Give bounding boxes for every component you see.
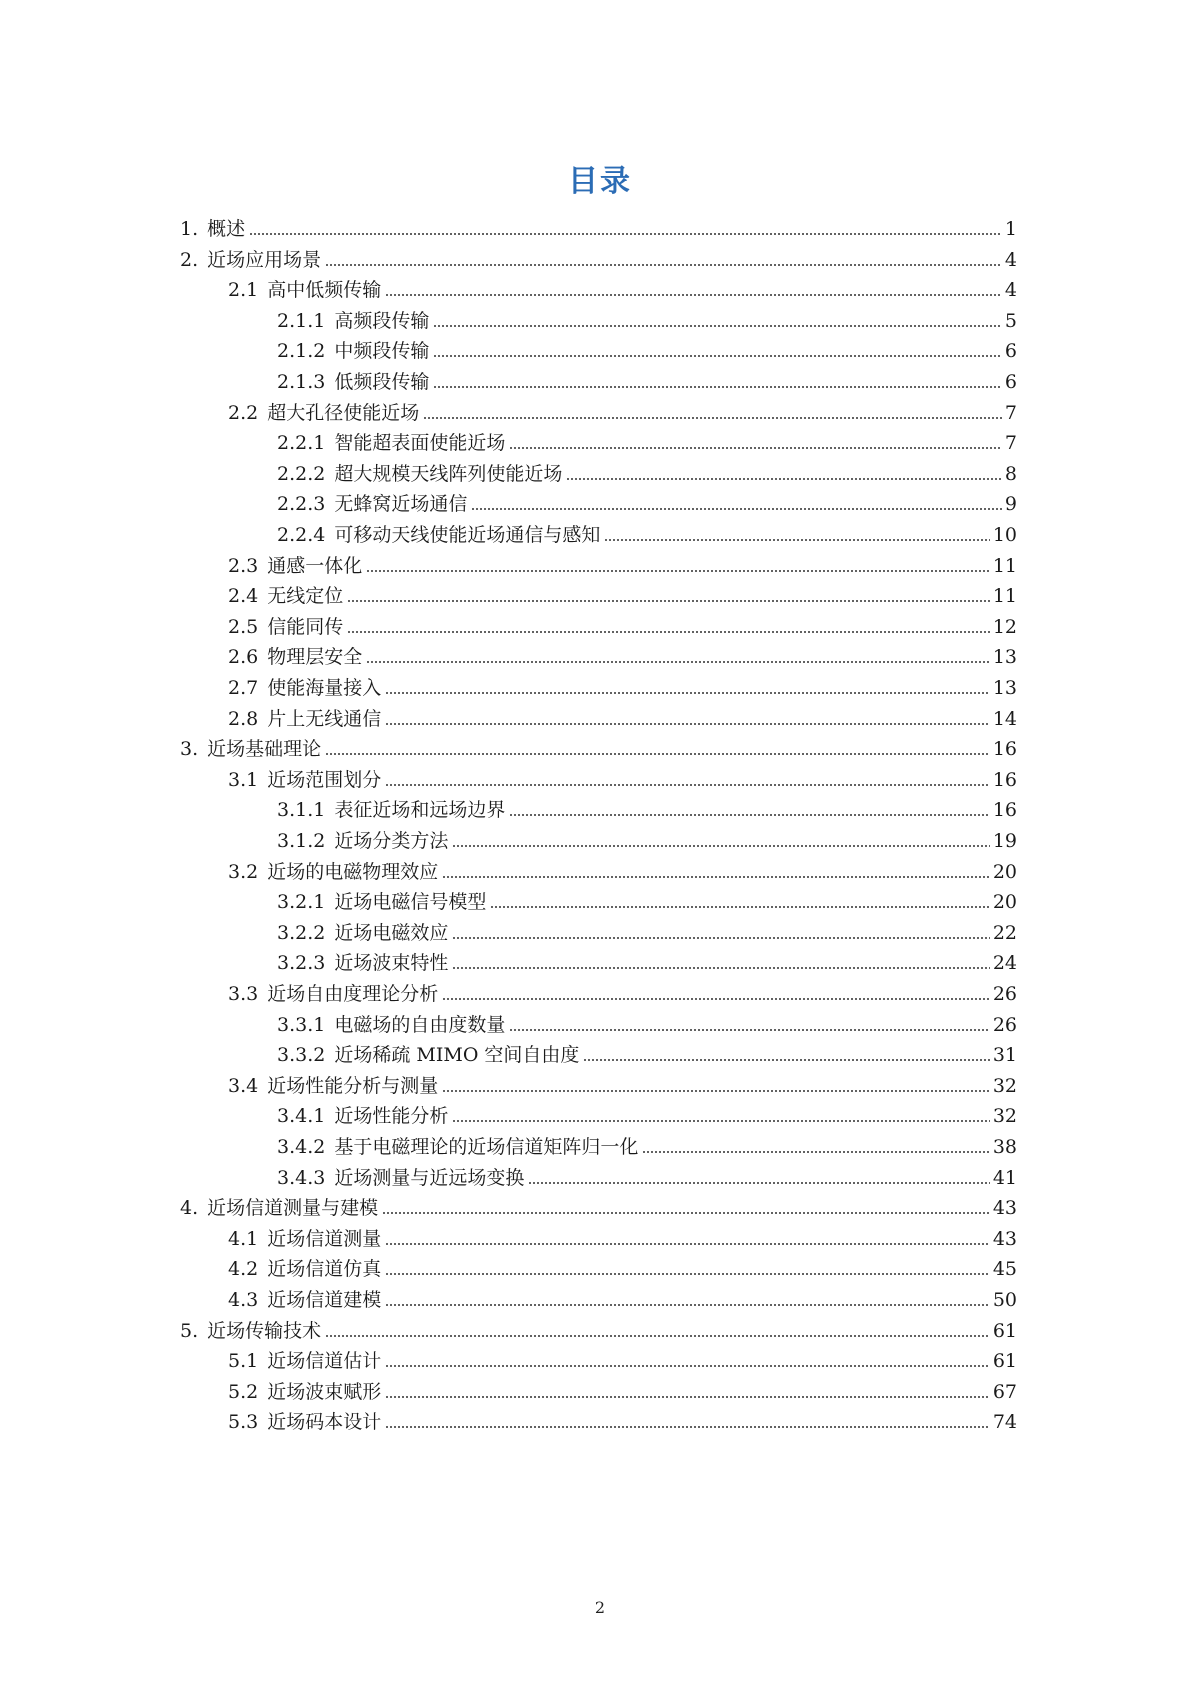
toc-entry-number: 2.2.2 xyxy=(277,462,326,485)
toc-dot-leader xyxy=(385,784,990,786)
toc-entry-page: 13 xyxy=(992,677,1017,699)
toc-dot-leader xyxy=(442,876,990,878)
toc-entry-title: 近场自由度理论分析 xyxy=(267,983,439,1005)
toc-entry-page: 22 xyxy=(992,921,1017,944)
toc-entry-number: 3.4.1 xyxy=(277,1105,326,1128)
toc-entry-2-1-2[interactable] xyxy=(277,333,1017,363)
toc-entry-title: 近场测量与近远场变换 xyxy=(334,1166,525,1189)
toc-entry-3-4[interactable] xyxy=(228,1068,1017,1098)
toc-dot-leader xyxy=(423,417,1002,419)
toc-entry-page: 4 xyxy=(1004,279,1017,302)
toc-dot-leader xyxy=(385,1304,990,1306)
toc-entry-2-5[interactable] xyxy=(228,609,1017,639)
toc-entry-3-2-3[interactable] xyxy=(277,945,1017,975)
toc-entry-title: 近场的电磁物理效应 xyxy=(267,860,439,883)
toc-entry-number: 2.4 xyxy=(228,585,259,608)
toc-entry-page: 24 xyxy=(992,952,1017,975)
toc-entry-page: 67 xyxy=(992,1380,1017,1403)
toc-entry-number: 2. xyxy=(180,248,199,271)
toc-entry-title: 近场波束特性 xyxy=(334,952,449,975)
toc-entry-number: 5.3 xyxy=(228,1411,259,1434)
toc-entry-number: 2.3 xyxy=(228,554,259,577)
toc-dot-leader xyxy=(452,937,989,939)
toc-entry-number: 5. xyxy=(180,1319,199,1342)
toc-entry-5-1[interactable] xyxy=(228,1343,1017,1373)
toc-entry-page: 12 xyxy=(992,615,1017,638)
toc-entry-number: 2.2.4 xyxy=(277,524,326,546)
toc-entry-title: 表征近场和远场边界 xyxy=(334,799,506,822)
toc-dot-leader xyxy=(509,814,989,816)
toc-entry-page: 16 xyxy=(992,768,1017,791)
toc-entry-title: 近场信道仿真 xyxy=(267,1258,382,1281)
toc-entry-3-4-3[interactable] xyxy=(277,1160,1017,1190)
toc-entry-number: 2.2.1 xyxy=(277,432,326,455)
toc-entry-number: 3.4.3 xyxy=(277,1166,326,1189)
toc-entry-number: 2.5 xyxy=(228,615,259,638)
toc-entry-number: 2.8 xyxy=(228,707,259,730)
toc-entry-2-1-3[interactable] xyxy=(277,364,1017,394)
toc-dot-leader xyxy=(325,1335,990,1337)
toc-entry-title: 近场信道估计 xyxy=(267,1350,382,1373)
toc-entry-page: 19 xyxy=(992,830,1017,852)
toc-dot-leader xyxy=(385,1243,990,1245)
toc-entry-title: 概述 xyxy=(207,218,246,240)
toc-entry-page: 31 xyxy=(992,1044,1017,1067)
toc-entry-title: 近场范围划分 xyxy=(267,768,382,791)
toc-entry-page: 50 xyxy=(992,1289,1017,1311)
toc-entry-page: 11 xyxy=(992,554,1017,577)
toc-entry-3-4-1[interactable] xyxy=(277,1098,1017,1128)
toc-entry-title: 高中低频传输 xyxy=(267,279,382,302)
toc-entry-number: 2.1.2 xyxy=(277,340,326,363)
toc-entry-3-2-2[interactable] xyxy=(277,915,1017,945)
toc-entry-title: 近场性能分析与测量 xyxy=(267,1074,439,1097)
toc-entry-title: 超大规模天线阵列使能近场 xyxy=(334,462,563,485)
toc-entry-2-3[interactable] xyxy=(228,548,1017,578)
toc-dot-leader xyxy=(347,631,990,633)
toc-entry-page: 43 xyxy=(992,1227,1017,1250)
toc-dot-leader xyxy=(385,723,990,725)
toc-dot-leader xyxy=(249,233,1002,235)
toc-entry-number: 2.7 xyxy=(228,677,259,699)
toc-entry-page: 1 xyxy=(1004,218,1017,240)
toc-entry-number: 4.2 xyxy=(228,1258,259,1281)
toc-entry-title: 近场电磁信号模型 xyxy=(334,891,487,914)
toc-dot-leader xyxy=(433,355,1002,357)
toc-dot-leader xyxy=(452,845,989,847)
toc-entry-title: 物理层安全 xyxy=(267,646,363,669)
toc-entry-title: 近场稀疏 MIMO 空间自由度 xyxy=(334,1044,580,1067)
toc-entry-page: 16 xyxy=(992,738,1017,761)
toc-entry-page: 20 xyxy=(992,891,1017,914)
toc-entry-number: 3.1.2 xyxy=(277,830,326,852)
toc-entry-3-1-1[interactable] xyxy=(277,792,1017,822)
toc-dot-leader xyxy=(471,508,1002,510)
toc-entry-page: 13 xyxy=(992,646,1017,669)
toc-entry-page: 6 xyxy=(1004,371,1017,393)
toc-dot-leader xyxy=(452,967,989,969)
toc-dot-leader xyxy=(528,1182,989,1184)
toc-entry-3-1[interactable] xyxy=(228,762,1017,792)
toc-entry-page: 74 xyxy=(992,1411,1017,1434)
toc-entry-3-2-1[interactable] xyxy=(277,884,1017,914)
toc-entry-title: 近场性能分析 xyxy=(334,1105,449,1128)
toc-entry-title: 近场传输技术 xyxy=(207,1319,322,1342)
toc-entry-4[interactable] xyxy=(180,1190,1017,1220)
toc-entry-title: 使能海量接入 xyxy=(267,677,382,699)
toc-entry-number: 2.6 xyxy=(228,646,259,669)
toc-entry-number: 3.4 xyxy=(228,1074,259,1097)
toc-entry-page: 7 xyxy=(1004,432,1017,455)
toc-dot-leader xyxy=(385,1426,990,1428)
toc-entry-2-7[interactable] xyxy=(228,670,1017,700)
toc-entry-number: 3.1 xyxy=(228,768,259,791)
toc-entry-2-4[interactable] xyxy=(228,578,1017,608)
toc-entry-2-2-3[interactable] xyxy=(277,486,1017,516)
toc-entry-page: 38 xyxy=(992,1136,1017,1158)
toc-entry-3[interactable] xyxy=(180,731,1017,761)
toc-entry-title: 近场信道建模 xyxy=(267,1289,382,1311)
toc-entry-number: 5.2 xyxy=(228,1380,259,1403)
toc-entry-5-3[interactable] xyxy=(228,1404,1017,1434)
toc-entry-5-2[interactable] xyxy=(228,1374,1017,1404)
toc-entry-number: 3.2 xyxy=(228,860,259,883)
toc-entry-title: 近场基础理论 xyxy=(207,738,322,761)
toc-entry-title: 片上无线通信 xyxy=(267,707,382,730)
toc-entry-2-2-4[interactable] xyxy=(277,517,1017,547)
toc-entry-title: 通感一体化 xyxy=(267,554,363,577)
toc-entry-number: 4.1 xyxy=(228,1227,259,1250)
toc-entry-title: 电磁场的自由度数量 xyxy=(334,1013,506,1036)
toc-entry-1[interactable] xyxy=(180,211,1017,241)
toc-entry-2-2-1[interactable] xyxy=(277,425,1017,455)
toc-entry-title: 近场信道测量 xyxy=(267,1227,382,1250)
toc-entry-page: 32 xyxy=(992,1074,1017,1097)
toc-entry-page: 32 xyxy=(992,1105,1017,1128)
toc-entry-title: 近场码本设计 xyxy=(267,1411,382,1434)
toc-entry-page: 9 xyxy=(1004,493,1017,516)
toc-entry-title: 基于电磁理论的近场信道矩阵归一化 xyxy=(334,1136,639,1158)
toc-entry-page: 6 xyxy=(1004,340,1017,363)
toc-dot-leader xyxy=(385,1273,990,1275)
toc-dot-leader xyxy=(325,264,1002,266)
toc-entry-number: 5.1 xyxy=(228,1350,259,1373)
toc-entry-page: 26 xyxy=(992,983,1017,1005)
toc-entry-2-8[interactable] xyxy=(228,701,1017,731)
toc-entry-page: 61 xyxy=(992,1319,1017,1342)
toc-entry-page: 5 xyxy=(1004,309,1017,332)
toc-entry-title: 无蜂窝近场通信 xyxy=(334,493,468,516)
toc-entry-number: 4. xyxy=(180,1197,199,1220)
toc-entry-number: 3.1.1 xyxy=(277,799,326,822)
toc-entry-3-2[interactable] xyxy=(228,854,1017,884)
toc-dot-leader xyxy=(433,386,1002,388)
toc-entry-page: 4 xyxy=(1004,248,1017,271)
toc-entry-number: 3.2.1 xyxy=(277,891,326,914)
toc-entry-4-1[interactable] xyxy=(228,1221,1017,1251)
toc-entry-3-3-2[interactable] xyxy=(277,1037,1017,1067)
toc-entry-page: 45 xyxy=(992,1258,1017,1281)
toc-entry-2-1[interactable] xyxy=(228,272,1017,302)
toc-entry-4-2[interactable] xyxy=(228,1251,1017,1281)
toc-entry-number: 3.2.2 xyxy=(277,921,326,944)
toc-entry-number: 3.2.3 xyxy=(277,952,326,975)
toc-entry-title: 智能超表面使能近场 xyxy=(334,432,506,455)
toc-entry-page: 43 xyxy=(992,1197,1017,1220)
toc-entry-number: 2.1 xyxy=(228,279,259,302)
toc-entry-number: 2.1.3 xyxy=(277,371,326,393)
toc-dot-leader xyxy=(385,1396,990,1398)
toc-dot-leader xyxy=(366,570,990,572)
toc-dot-leader xyxy=(442,998,990,1000)
toc-entry-number: 3.3 xyxy=(228,983,259,1005)
toc-entry-2[interactable] xyxy=(180,242,1017,272)
toc-dot-leader xyxy=(385,294,1002,296)
toc-entry-3-4-2[interactable] xyxy=(277,1129,1017,1159)
toc-entry-number: 4.3 xyxy=(228,1289,259,1311)
toc-entry-2-2-2[interactable] xyxy=(277,456,1017,486)
toc-dot-leader xyxy=(583,1059,989,1061)
toc-entry-page: 10 xyxy=(992,524,1017,546)
toc-dot-leader xyxy=(452,1120,989,1122)
toc-entry-title: 低频段传输 xyxy=(334,371,430,393)
toc-dot-leader xyxy=(642,1151,989,1153)
toc-dot-leader xyxy=(325,753,990,755)
toc-dot-leader xyxy=(490,906,989,908)
toc-entry-title: 近场信道测量与建模 xyxy=(207,1197,379,1220)
toc-entry-2-6[interactable] xyxy=(228,639,1017,669)
toc-dot-leader xyxy=(433,325,1002,327)
toc-entry-page: 61 xyxy=(992,1350,1017,1373)
toc-entry-number: 3.3.2 xyxy=(277,1044,326,1067)
toc-dot-leader xyxy=(566,478,1002,480)
toc-dot-leader xyxy=(347,600,990,602)
toc-entry-title: 可移动天线使能近场通信与感知 xyxy=(334,524,601,546)
toc-entry-title: 近场波束赋形 xyxy=(267,1380,382,1403)
toc-entry-title: 近场分类方法 xyxy=(334,830,449,852)
toc-entry-number: 3.4.2 xyxy=(277,1136,326,1158)
toc-entry-page: 16 xyxy=(992,799,1017,822)
toc-entry-page: 7 xyxy=(1004,401,1017,424)
toc-entry-number: 2.1.1 xyxy=(277,309,326,332)
toc-entry-page: 14 xyxy=(992,707,1017,730)
toc-entry-number: 3.3.1 xyxy=(277,1013,326,1036)
toc-entry-2-1-1[interactable] xyxy=(277,303,1017,333)
toc-entry-page: 11 xyxy=(992,585,1017,608)
toc-entry-title: 近场电磁效应 xyxy=(334,921,449,944)
toc-entry-number: 2.2 xyxy=(228,401,259,424)
toc-entry-title: 高频段传输 xyxy=(334,309,430,332)
toc-entry-page: 20 xyxy=(992,860,1017,883)
toc-dot-leader xyxy=(442,1090,990,1092)
toc-dot-leader xyxy=(604,539,989,541)
toc-entry-title: 信能同传 xyxy=(267,615,344,638)
toc-dot-leader xyxy=(366,661,990,663)
toc-dot-leader xyxy=(509,1029,989,1031)
toc-entry-title: 中频段传输 xyxy=(334,340,430,363)
page-number: 2 xyxy=(594,1598,606,1617)
toc-entry-title: 无线定位 xyxy=(267,585,344,608)
toc-dot-leader xyxy=(385,1365,990,1367)
toc-entry-3-3[interactable] xyxy=(228,976,1017,1006)
toc-entry-page: 41 xyxy=(992,1166,1017,1189)
toc-entry-5[interactable] xyxy=(180,1313,1017,1343)
toc-entry-number: 2.2.3 xyxy=(277,493,326,516)
toc-dot-leader xyxy=(509,447,1002,449)
toc-dot-leader xyxy=(385,692,990,694)
toc-entry-title: 近场应用场景 xyxy=(207,248,322,271)
page-title: 目录 xyxy=(568,164,632,199)
toc-entry-number: 1. xyxy=(180,218,199,240)
toc-entry-2-2[interactable] xyxy=(228,395,1017,425)
toc-entry-4-3[interactable] xyxy=(228,1282,1017,1312)
toc-entry-3-3-1[interactable] xyxy=(277,1007,1017,1037)
toc-entry-number: 3. xyxy=(180,738,199,761)
toc-entry-title: 超大孔径使能近场 xyxy=(267,401,420,424)
toc-entry-page: 8 xyxy=(1004,462,1017,485)
toc-entry-3-1-2[interactable] xyxy=(277,823,1017,853)
toc-entry-page: 26 xyxy=(992,1013,1017,1036)
toc-dot-leader xyxy=(382,1212,990,1214)
